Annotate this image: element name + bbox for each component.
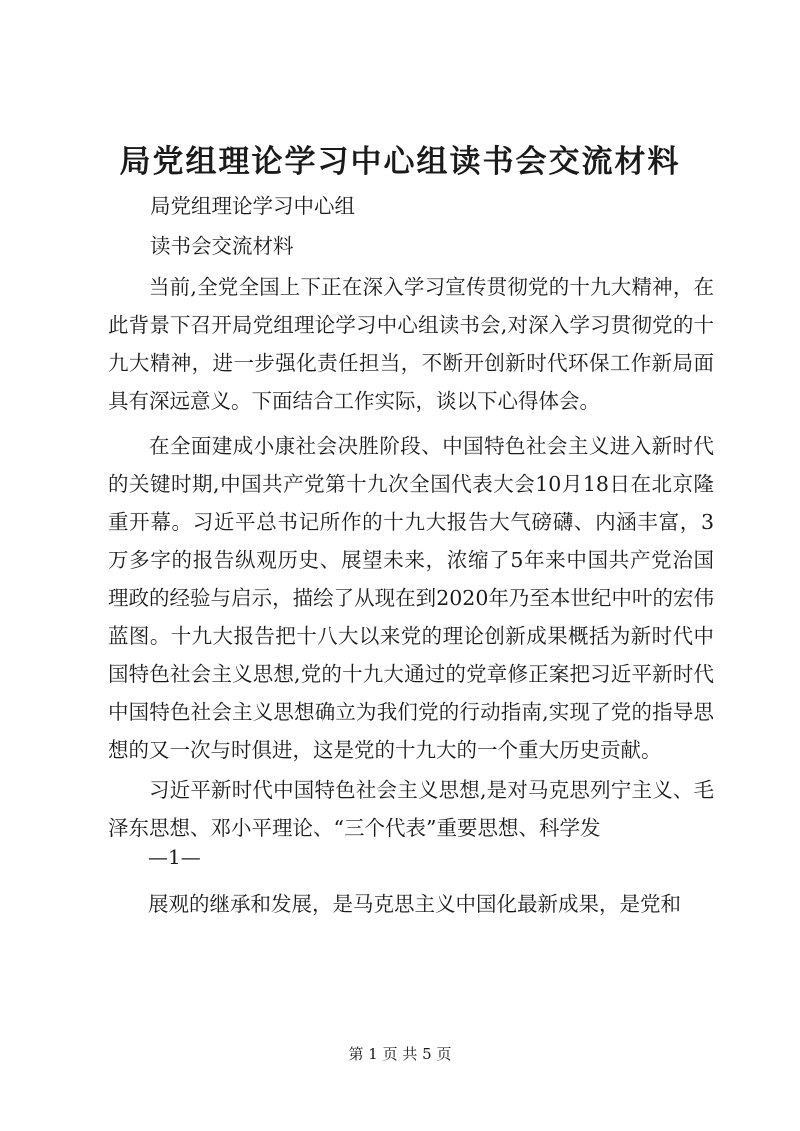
subtitle-line-1: 局党组理论学习中心组	[150, 194, 355, 218]
paragraph-3: 习近平新时代中国特色社会主义思想,是对马克思列宁主义、毛泽东思想、邓小平理论、“三个代表”重要思想、科学发	[108, 778, 714, 840]
document-title: 局党组理论学习中心组读书会交流材料	[119, 144, 681, 180]
page-number-marker: —1—	[148, 845, 201, 869]
subtitle-line-2: 读书会交流材料	[150, 234, 294, 258]
paragraph-1: 当前,全党全国上下正在深入学习宣传贯彻党的十九大精神，在此背景下召开局党组理论学习中心组读书会,对深入学习贯彻党的十九大精神，进一步强化责任担当，不断开创新时代环保工作新局面具有深远意义。下面结合工作实际，谈以下心得体会。	[108, 275, 714, 413]
page-footer: 第 1 页 共 5 页	[348, 1045, 452, 1063]
paragraph-2: 在全面建成小康社会决胜阶段、中国特色社会主义进入新时代的关键时期,中国共产党第十九次全国代表大会10月18日在北京隆重开幕。习近平总书记所作的十九大报告大气磅礴、内涵丰富，3万多字的报告纵观历史、展望未来，浓缩了5年来中国共产党治国理政的经验与启示，描绘了从现在到2020年乃至本世纪中叶的宏伟蓝图。十九大报告把十八大以来党的理论创新成果概括为新时代中国特色社会主义思想,党的十九大通过的党章修正案把习近平新时代中国特色社会主义思想确立为我们党的行动指南,实现了党的指导思想的又一次与时俱进，这是党的十九大的一个重大历史贡献。	[108, 434, 714, 762]
continuation-line: 展观的继承和发展，是马克思主义中国化最新成果，是党和	[148, 892, 681, 916]
